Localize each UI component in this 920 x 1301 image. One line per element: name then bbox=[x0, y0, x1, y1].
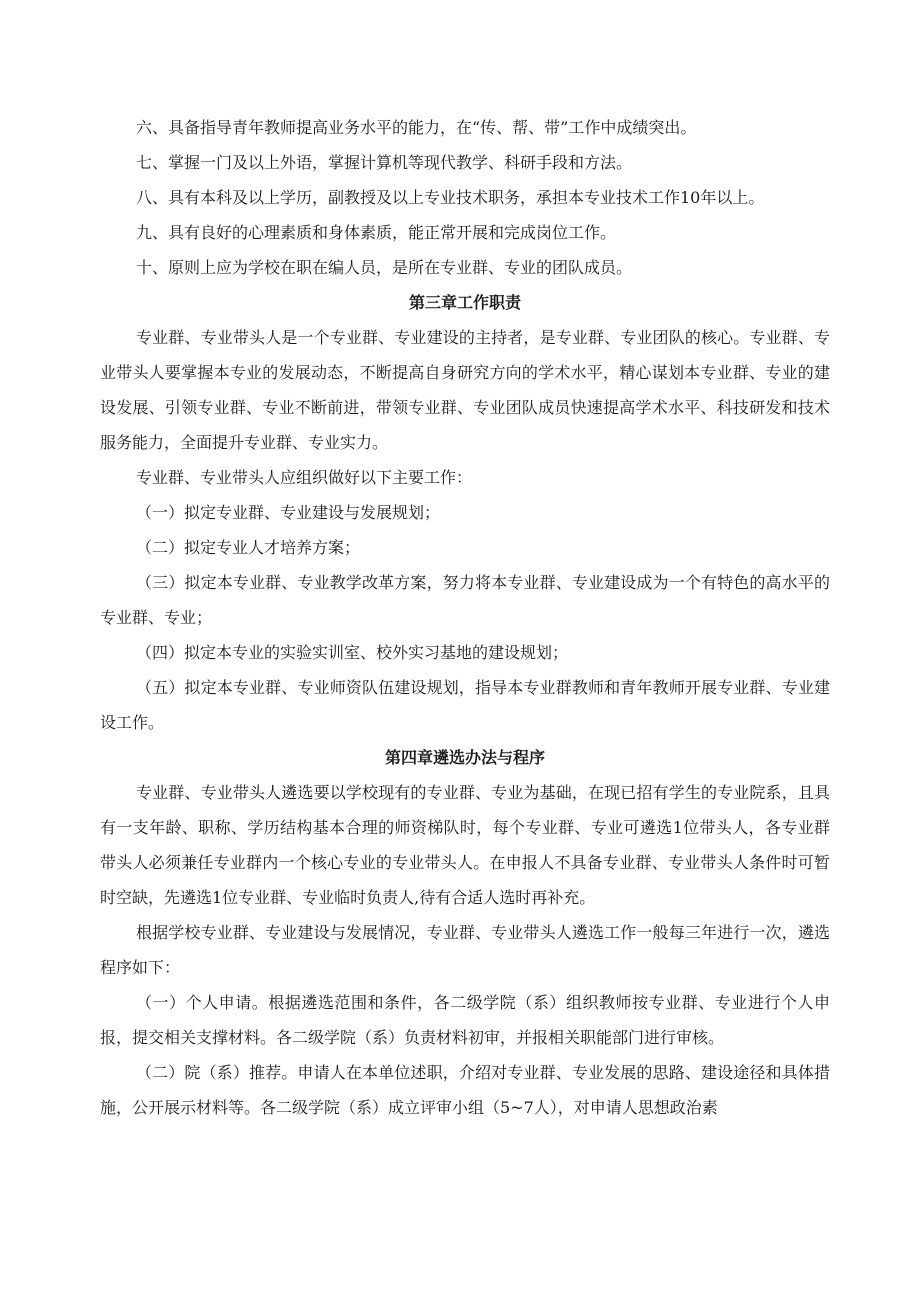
document-body bbox=[100, 110, 830, 1125]
item-6: 六、具备指导青年教师提高业务水平的能力，在“传、帮、带”工作中成绩突出。 bbox=[136, 118, 697, 137]
task-4: （四）拟定本专业的实验实训室、校外实习基地的建设规划； bbox=[136, 643, 569, 662]
chapter-4-paragraph-2: 根据学校专业群、专业建设与发展情况，专业群、专业带头人遴选工作一般每三年进行一次，遴选程序如下： bbox=[100, 923, 830, 977]
task-1: （一）拟定专业群、专业建设与发展规划； bbox=[136, 503, 441, 522]
chapter-3-intro: 专业群、专业带头人是一个专业群、专业建设的主持者，是专业群、专业团队的核心。专业群、专业带头人要掌握本专业的发展动态，不断提高自身研究方向的学术水平，精心谋划本专业群、专业的建设发展、引领专业群、专业不断前进，带领专业群、专业团队成员快速提高学术水平、科技研发和技术服务能力，全面提升专业群、专业实力。 bbox=[100, 328, 830, 452]
procedure-step-2: （二）院（系）推荐。申请人在本单位述职，介绍对专业群、专业发展的思路、建设途径和具体措施，公开展示材料等。各二级学院（系）成立评审小组（5~7人），对申请人思想政治素 bbox=[100, 1063, 830, 1117]
chapter-4-paragraph-1: 专业群、专业带头人遴选要以学校现有的专业群、专业为基础，在现已招有学生的专业院系，且具有一支年龄、职称、学历结构基本合理的师资梯队时，每个专业群、专业可遴选1位带头人，各专业群带头人必须兼任专业群内一个核心专业的专业带头人。在申报人不具备专业群、专业带头人条件时可暂时空缺，先遴选1位专业群、专业临时负责人,待有合适人选时再补充。 bbox=[100, 783, 830, 907]
task-3: （三）拟定本专业群、专业教学改革方案，努力将本专业群、专业建设成为一个有特色的高水平的专业群、专业； bbox=[100, 573, 830, 627]
chapter-3-title: 第三章工作职责 bbox=[408, 293, 521, 312]
chapter-3-lead: 专业群、专业带头人应组织做好以下主要工作： bbox=[136, 468, 473, 487]
task-5: （五）拟定本专业群、专业师资队伍建设规划，指导本专业群教师和青年教师开展专业群、专业建设工作。 bbox=[100, 678, 830, 732]
procedure-step-1: （一）个人申请。根据遴选范围和条件，各二级学院（系）组织教师按专业群、专业进行个人申报，提交相关支撑材料。各二级学院（系）负责材料初审，并报相关职能部门进行审核。 bbox=[100, 993, 830, 1047]
task-2: （二）拟定专业人才培养方案； bbox=[136, 538, 361, 557]
chapter-4-title: 第四章遴选办法与程序 bbox=[384, 748, 545, 767]
item-8: 八、具有本科及以上学历，副教授及以上专业技术职务，承担本专业技术工作10年以上。 bbox=[136, 188, 765, 207]
item-10: 十、原则上应为学校在职在编人员，是所在专业群、专业的团队成员。 bbox=[136, 258, 633, 277]
item-7: 七、掌握一门及以上外语，掌握计算机等现代教学、科研手段和方法。 bbox=[136, 153, 633, 172]
item-9: 九、具有良好的心理素质和身体素质，能正常开展和完成岗位工作。 bbox=[136, 223, 617, 242]
